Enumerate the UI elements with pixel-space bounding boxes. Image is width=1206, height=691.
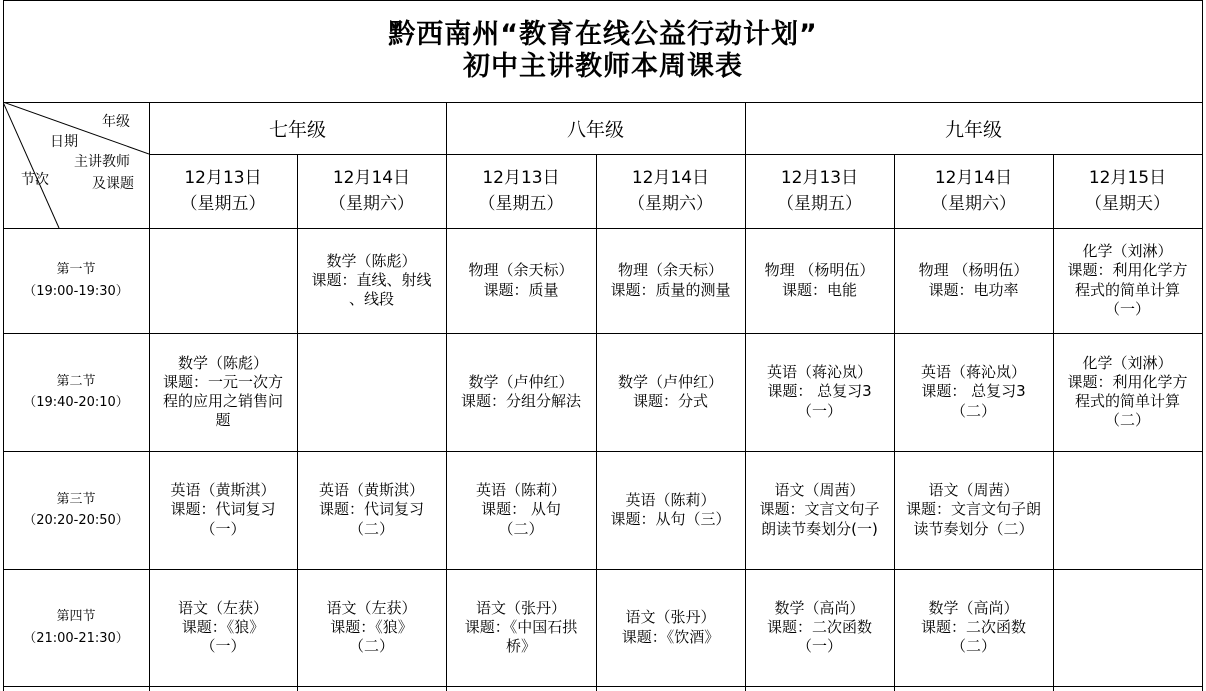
lesson-line: 物理（余天标） xyxy=(468,261,574,280)
lesson-line: 语文（张丹） xyxy=(475,598,566,617)
lesson-cell xyxy=(297,569,446,686)
date-header xyxy=(894,154,1053,228)
weekday-label: （星期六） xyxy=(329,194,414,214)
weekday-label: （星期六） xyxy=(628,194,713,214)
lesson-cell xyxy=(894,228,1053,333)
weekday-label: （星期五） xyxy=(180,194,266,214)
corner-teacher-label: 主讲教师 xyxy=(74,154,130,170)
weekday-label: （星期天） xyxy=(1085,194,1170,214)
lesson-line: 桥》 xyxy=(505,637,536,656)
lesson-line: 数学（陈彪） xyxy=(326,251,417,270)
row-rule xyxy=(3,569,1203,570)
lesson-cell xyxy=(745,228,894,333)
period-time: （20:20-20:50） xyxy=(23,513,129,528)
lesson-line: 课题：《中国石拱 xyxy=(464,617,578,636)
lesson-cell xyxy=(745,569,894,686)
lesson-line: 英语（蒋沁岚） xyxy=(766,363,872,382)
lesson-cell xyxy=(894,333,1053,451)
grade-header xyxy=(745,102,1202,154)
lesson-cell xyxy=(297,228,446,333)
row-rule xyxy=(3,451,1203,452)
lesson-line: 课题：《狼》 xyxy=(181,617,265,636)
empty-lesson-cell xyxy=(149,228,297,333)
lesson-line: 程式的简单计算 xyxy=(1074,280,1180,299)
lesson-cell xyxy=(446,451,596,569)
lesson-line: （二） xyxy=(348,519,394,538)
lesson-line: 读节奏划分（二） xyxy=(913,519,1034,538)
empty-lesson-cell xyxy=(1053,569,1202,686)
lesson-line: （二） xyxy=(950,401,996,420)
date-header xyxy=(596,154,745,228)
lesson-line: 语文（周茜） xyxy=(928,481,1019,500)
lesson-line: 物理（余天标） xyxy=(617,261,723,280)
lesson-line: （一） xyxy=(1104,299,1150,318)
date-label: 12月13日 xyxy=(184,167,262,188)
lesson-line: 、线段 xyxy=(348,290,394,309)
lesson-cell xyxy=(596,333,745,451)
rule-title-bottom xyxy=(3,102,1203,103)
lesson-line: 数学（陈彪） xyxy=(177,353,268,372)
lesson-line: 课题：电能 xyxy=(781,280,857,299)
lesson-cell xyxy=(149,569,297,686)
lesson-line: 数学（高尚） xyxy=(928,598,1019,617)
period-name: 第二节 xyxy=(56,373,96,389)
lesson-line: 题 xyxy=(215,411,231,430)
col-rule xyxy=(596,154,597,691)
weekday-label: （星期五） xyxy=(478,194,564,214)
lesson-cell xyxy=(745,333,894,451)
title-block xyxy=(0,0,1206,102)
date-header xyxy=(745,154,894,228)
lesson-line: （一） xyxy=(200,637,246,656)
lesson-line: 课题： 总复习3 xyxy=(767,382,872,401)
border-left xyxy=(3,0,4,691)
grade-label: 九年级 xyxy=(944,118,1002,141)
col-rule xyxy=(745,102,746,691)
period-time: （21:00-21:30） xyxy=(23,630,129,646)
lesson-cell xyxy=(1053,333,1202,451)
grade-header xyxy=(446,102,745,154)
lesson-line: （二） xyxy=(348,637,394,656)
date-header xyxy=(446,154,596,228)
weekday-label: （星期六） xyxy=(931,194,1016,214)
rule-grade-bottom xyxy=(149,154,1203,155)
lesson-cell xyxy=(446,333,596,451)
lesson-cell xyxy=(894,451,1053,569)
lesson-line: 课题：从句（三） xyxy=(610,510,731,528)
lesson-line: 课题：文言文句子 xyxy=(759,500,880,519)
date-label: 12月14日 xyxy=(934,167,1013,188)
grade-header xyxy=(149,102,446,154)
col-rule xyxy=(894,154,895,691)
lesson-line: 数学（卢仲红） xyxy=(468,372,574,391)
lesson-line: 课题： 从句 xyxy=(481,500,561,519)
lesson-line: 课题：利用化学方 xyxy=(1067,372,1188,391)
date-label: 12月14日 xyxy=(631,167,710,188)
lesson-line: （一） xyxy=(796,401,842,420)
lesson-line: 课题：直线、射线 xyxy=(311,270,432,289)
lesson-line: 课题：分组分解法 xyxy=(460,392,581,410)
period-label-cell xyxy=(3,228,149,333)
corner-period-label: 节次 xyxy=(21,172,49,188)
lesson-cell xyxy=(446,569,596,686)
title-line-2: 初中主讲教师本周课表 xyxy=(463,51,743,82)
lesson-line: 课题：二次函数 xyxy=(920,617,1026,636)
lesson-line: 化学（刘淋） xyxy=(1082,353,1173,372)
lesson-line: （一） xyxy=(200,519,246,538)
lesson-cell xyxy=(149,451,297,569)
lesson-line: 语文（张丹） xyxy=(625,608,716,627)
weekday-label: （星期五） xyxy=(777,194,862,214)
lesson-line: （二） xyxy=(1104,411,1150,430)
lesson-line: 化学（刘淋） xyxy=(1082,242,1173,261)
lesson-line: 语文（左获） xyxy=(326,598,417,617)
lesson-line: 英语（黄斯淇） xyxy=(318,481,424,500)
lesson-line: 英语（陈莉） xyxy=(475,481,566,500)
lesson-cell xyxy=(596,569,745,686)
empty-lesson-cell xyxy=(1053,451,1202,569)
border-top xyxy=(3,0,1203,1)
lesson-line: 课题：代词复习 xyxy=(170,500,276,519)
grade-label: 八年级 xyxy=(566,118,624,141)
lesson-cell xyxy=(446,228,596,333)
corner-header xyxy=(3,102,149,228)
lesson-line: 程的应用之销售问 xyxy=(162,392,283,410)
corner-topic-label: 及课题 xyxy=(92,176,134,192)
lesson-cell xyxy=(745,451,894,569)
lesson-line: 数学（卢仲红） xyxy=(617,372,723,391)
lesson-cell xyxy=(596,228,745,333)
lesson-cell xyxy=(894,569,1053,686)
lesson-cell xyxy=(596,451,745,569)
date-label: 12月14日 xyxy=(332,167,411,188)
period-name: 第一节 xyxy=(56,262,96,278)
row-rule xyxy=(3,686,1203,687)
period-name: 第四节 xyxy=(56,609,96,625)
border-right xyxy=(1202,0,1203,691)
lesson-line: 程式的简单计算 xyxy=(1074,392,1180,410)
lesson-line: 课题：代词复习 xyxy=(318,500,424,519)
period-label-cell xyxy=(3,569,149,686)
corner-date-label: 日期 xyxy=(50,134,78,150)
title-line-1: 黔西南州“教育在线公益行动计划” xyxy=(388,18,818,50)
lesson-line: 英语（陈莉） xyxy=(625,490,716,509)
col-rule xyxy=(1053,154,1054,691)
empty-lesson-cell xyxy=(297,333,446,451)
lesson-cell xyxy=(1053,228,1202,333)
lesson-line: 课题：文言文句子朗 xyxy=(905,500,1041,519)
period-time: （19:40-20:10） xyxy=(23,395,129,410)
lesson-line: 英语（蒋沁岚） xyxy=(920,363,1026,382)
lesson-line: 课题：分式 xyxy=(632,392,708,410)
lesson-line: 物理 （杨明伍） xyxy=(918,261,1029,280)
row-rule xyxy=(3,228,1203,229)
col-rule xyxy=(149,102,150,691)
row-rule xyxy=(3,333,1203,334)
corner-grade-label: 年级 xyxy=(102,114,130,130)
col-rule xyxy=(297,154,298,691)
grade-label: 七年级 xyxy=(268,118,326,141)
period-time: （19:00-19:30） xyxy=(23,283,129,299)
lesson-line: 物理 （杨明伍） xyxy=(764,261,875,280)
col-rule xyxy=(446,102,447,691)
lesson-line: 语文（左获） xyxy=(177,598,268,617)
lesson-line: 语文（周茜） xyxy=(774,481,865,500)
date-label: 12月13日 xyxy=(482,167,560,188)
lesson-cell xyxy=(149,333,297,451)
lesson-line: 课题：质量的测量 xyxy=(610,280,731,299)
lesson-line: 朗读节奏划分(一) xyxy=(761,519,878,538)
period-name: 第三节 xyxy=(56,491,96,507)
lesson-line: 课题：《狼》 xyxy=(330,617,413,636)
period-label-cell xyxy=(3,333,149,451)
lesson-line: （二） xyxy=(498,519,544,538)
date-label: 12月15日 xyxy=(1088,167,1167,188)
lesson-line: 数学（高尚） xyxy=(774,598,865,617)
date-label: 12月13日 xyxy=(780,167,859,188)
lesson-line: 英语（黄斯淇） xyxy=(170,481,276,500)
lesson-line: 课题：电功率 xyxy=(928,280,1019,299)
period-label-cell xyxy=(3,451,149,569)
date-header xyxy=(1053,154,1202,228)
lesson-line: 课题：《饮酒》 xyxy=(621,627,720,646)
lesson-line: 课题：利用化学方 xyxy=(1067,261,1188,280)
lesson-line: 课题：二次函数 xyxy=(766,617,872,636)
date-header xyxy=(149,154,297,228)
lesson-line: 课题：一元一次方 xyxy=(162,372,283,391)
date-header xyxy=(297,154,446,228)
lesson-line: 课题：质量 xyxy=(483,280,559,299)
lesson-line: （二） xyxy=(950,637,996,656)
lesson-cell xyxy=(297,451,446,569)
lesson-line: 课题： 总复习3 xyxy=(921,382,1026,401)
lesson-line: （一） xyxy=(796,637,842,656)
